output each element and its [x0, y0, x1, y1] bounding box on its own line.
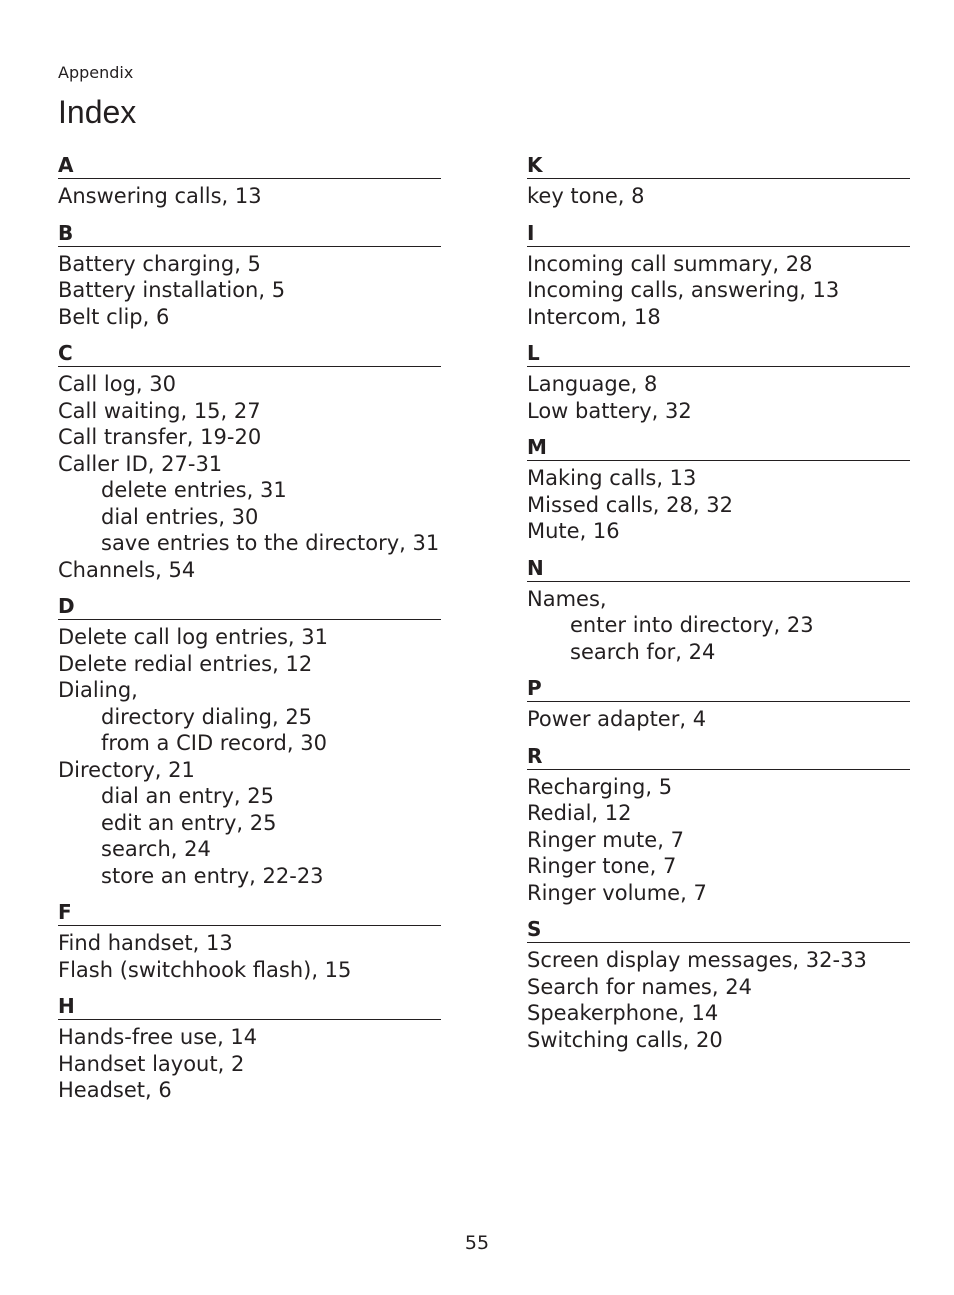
- section-divider: [527, 460, 910, 461]
- section-divider: [58, 178, 441, 179]
- index-letter-heading: M: [527, 435, 547, 459]
- index-entry: Call transfer, 19-20: [58, 425, 262, 449]
- section-divider: [527, 581, 910, 582]
- index-group: [58, 899, 441, 983]
- index-group: [527, 555, 910, 666]
- index-entry: Battery charging, 5: [58, 251, 261, 276]
- section-divider: [58, 1019, 441, 1020]
- index-entry: Hands-free use, 14: [58, 1025, 258, 1049]
- index-subentry: dial entries, 30: [101, 504, 259, 529]
- index-entry: Ringer volume, 7: [527, 880, 707, 905]
- index-entry: Making calls, 13: [527, 466, 697, 490]
- index-letter-heading: N: [527, 555, 544, 580]
- index-entry: Low battery, 32: [527, 398, 692, 423]
- index-entry: Missed calls, 28, 32: [527, 492, 733, 517]
- index-entry: Directory, 21: [58, 757, 195, 782]
- index-subentry: dial an entry, 25: [101, 784, 274, 808]
- index-letter-heading: I: [527, 220, 535, 245]
- index-subentry: from a CID record, 30: [101, 731, 327, 755]
- index-letter-heading: B: [58, 220, 74, 245]
- index-subentry: store an entry, 22-23: [101, 863, 324, 888]
- index-entry: Find handset, 13: [58, 931, 233, 955]
- index-group: [527, 434, 910, 545]
- index-subentry: edit an entry, 25: [101, 810, 277, 835]
- page-number: 55: [464, 1232, 490, 1254]
- section-divider: [58, 246, 441, 247]
- index-letter-heading: S: [527, 917, 542, 941]
- index-entry: Headset, 6: [58, 1078, 172, 1102]
- section-divider: [527, 701, 910, 702]
- index-subentry: search, 24: [101, 837, 211, 861]
- section-divider: [527, 178, 910, 179]
- index-entry: Belt clip, 6: [58, 304, 170, 329]
- index-entry: Recharging, 5: [527, 774, 673, 799]
- index-entry: Call waiting, 15, 27: [58, 398, 261, 423]
- index-letter-heading: D: [58, 594, 75, 618]
- index-entry: Redial, 12: [527, 801, 632, 825]
- index-entry: Delete redial entries, 12: [58, 651, 313, 676]
- section-divider: [527, 942, 910, 943]
- index-entry: Incoming calls, answering, 13: [527, 278, 840, 302]
- index-entry: Switching calls, 20: [527, 1027, 723, 1052]
- index-entry: Answering calls, 13: [58, 184, 262, 208]
- index-entry: Power adapter, 4: [527, 707, 707, 731]
- index-entry: Intercom, 18: [527, 304, 661, 329]
- section-divider: [58, 619, 441, 620]
- index-entry: Language, 8: [527, 372, 658, 396]
- index-letter-heading: P: [527, 676, 542, 700]
- index-subentry: save entries to the directory, 31: [101, 531, 440, 555]
- index-column-right: [527, 152, 910, 1063]
- index-entry: Dialing,: [58, 678, 138, 702]
- index-entry: Search for names, 24: [527, 974, 752, 999]
- index-entry: Flash (switchhook flash), 15: [58, 957, 352, 982]
- index-subentry: enter into directory, 23: [570, 613, 814, 637]
- index-entry: Names,: [527, 586, 607, 611]
- index-entry: Channels, 54: [58, 557, 196, 582]
- index-entry: Delete call log entries, 31: [58, 625, 328, 649]
- index-group: [58, 152, 441, 210]
- index-group: [58, 220, 441, 331]
- index-group: [58, 340, 441, 583]
- index-subentry: search for, 24: [570, 639, 716, 664]
- index-letter-heading: F: [58, 900, 72, 924]
- index-group: [527, 743, 910, 907]
- index-letter-heading: K: [527, 153, 543, 177]
- index-entry: Speakerphone, 14: [527, 1001, 719, 1025]
- index-column-left: [58, 152, 441, 1114]
- index-entry: Call log, 30: [58, 372, 176, 396]
- index-entry: Incoming call summary, 28: [527, 251, 813, 276]
- index-subentry: directory dialing, 25: [101, 704, 313, 729]
- index-group: [58, 593, 441, 889]
- section-divider: [527, 366, 910, 367]
- index-letter-heading: H: [58, 994, 75, 1018]
- index-entry: Battery installation, 5: [58, 278, 286, 302]
- section-divider: [58, 366, 441, 367]
- index-letter-heading: R: [527, 743, 543, 768]
- index-entry: Mute, 16: [527, 519, 620, 543]
- index-entry: key tone, 8: [527, 184, 645, 208]
- index-entry: Handset layout, 2: [58, 1051, 245, 1076]
- index-letter-heading: C: [58, 341, 73, 365]
- index-entry: Caller ID, 27-31: [58, 451, 223, 476]
- index-entry: Ringer tone, 7: [527, 854, 677, 878]
- index-subentry: delete entries, 31: [101, 478, 287, 502]
- index-group: [527, 220, 910, 331]
- section-divider: [527, 769, 910, 770]
- index-group: [527, 916, 910, 1053]
- index-group: [527, 152, 910, 210]
- index-group: [58, 993, 441, 1104]
- index-group: [527, 340, 910, 424]
- section-label: Appendix: [58, 63, 134, 82]
- index-letter-heading: A: [58, 153, 74, 177]
- index-letter-heading: L: [527, 341, 540, 365]
- page-title: Index: [58, 94, 137, 130]
- index-entry: Ringer mute, 7: [527, 827, 684, 852]
- section-divider: [527, 246, 910, 247]
- section-divider: [58, 925, 441, 926]
- index-entry: Screen display messages, 32-33: [527, 948, 867, 972]
- index-group: [527, 675, 910, 733]
